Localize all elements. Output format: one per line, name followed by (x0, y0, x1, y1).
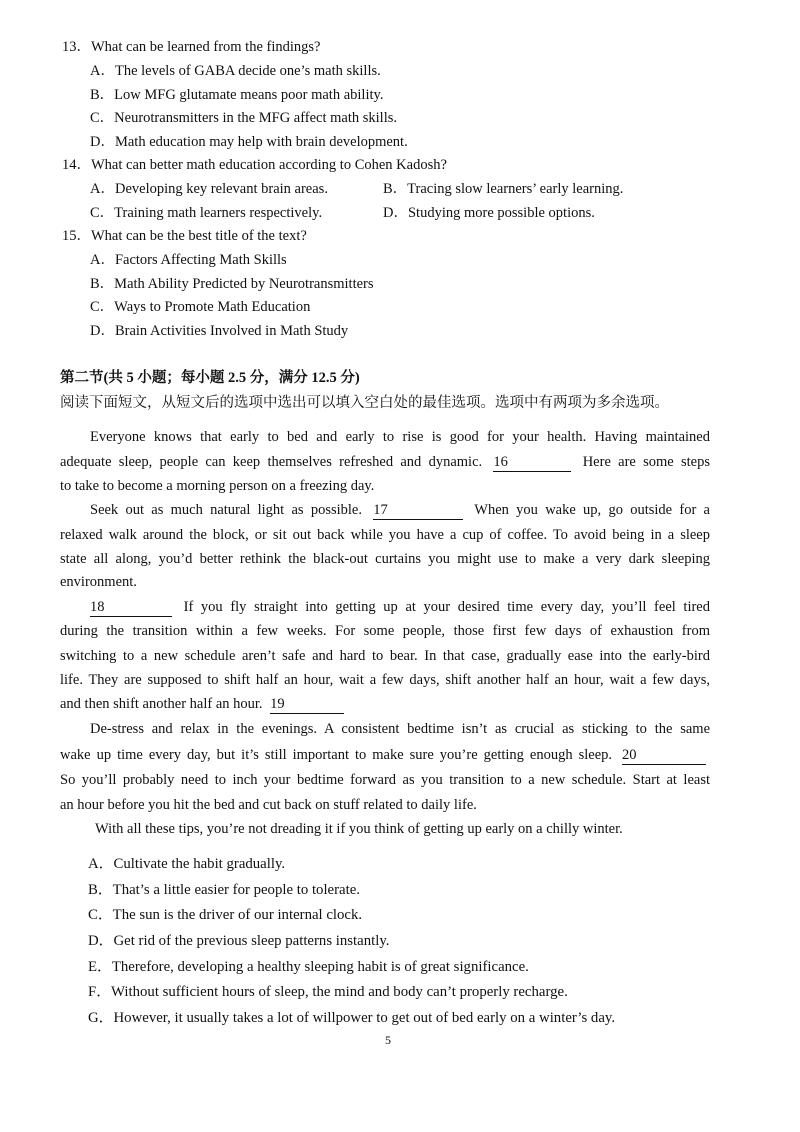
passage-p3-line4: life. They are supposed to shift half an hour, wait a few days, shift another half an hour, wait a few days, (60, 672, 710, 688)
question-15-option-b: B．Math Ability Predicted by Neurotransmitters (90, 276, 374, 292)
passage-p2-line2: relaxed walk around the block, or sit out back while you have a cup of coffee. To avoid being in a sleep (60, 527, 710, 543)
passage-p1-line3: to take to become a morning person on a freezing day. (60, 478, 375, 494)
passage-p2-line4: environment. (60, 574, 137, 590)
section-2-instruction: 阅读下面短文，从短文后的选项中选出可以填入空白处的最佳选项。选项中有两项为多余选项。 (60, 395, 669, 411)
question-14-option-b: B．Tracing slow learners’ early learning. (383, 181, 624, 197)
passage-p4-line4: an hour before you hit the bed and cut back on stuff related to daily life. (60, 797, 477, 813)
passage-p4-line1: De-stress and relax in the evenings. A consistent bedtime isn’t as crucial as sticking to the same (90, 721, 710, 737)
question-13-option-d: D．Math education may help with brain development. (90, 134, 408, 150)
passage-p4-line2 (60, 745, 710, 765)
blank-17: 17 (373, 502, 463, 520)
page-number: 5 (385, 1033, 391, 1047)
blank-19: 19 (270, 696, 344, 714)
section-2-title: 第二节(共 5 小题；每小题 2.5 分，满分 12.5 分) (60, 370, 360, 386)
passage-p4-line2-start: wake up time every day, but it’s still important to make sure you’re getting enough sleep. (60, 747, 612, 763)
passage-p3-line1 (90, 597, 710, 617)
choice-a: A．Cultivate the habit gradually. (88, 856, 286, 872)
question-14-option-c: C．Training math learners respectively. (90, 205, 323, 221)
passage-p5-line1: With all these tips, you’re not dreading it if you think of getting up early on a chilly winter. (95, 821, 623, 837)
question-15-stem: 15．What can be the best title of the text? (62, 228, 307, 244)
question-13-option-a: A．The levels of GABA decide one’s math skills. (90, 63, 381, 79)
question-13-option-b: B．Low MFG glutamate means poor math ability. (90, 87, 384, 103)
blank-20: 20 (622, 747, 706, 765)
passage-p1-line2-start: adequate sleep, people can keep themselves refreshed and dynamic. (60, 454, 483, 470)
passage-p3-line3: switching to a new schedule aren’t safe and hard to bear. In that case, gradually ease into the early-bird (60, 648, 710, 664)
choice-b: B．That’s a little easier for people to tolerate. (88, 882, 361, 898)
passage-p3-line2: during the transition within a few weeks. For some people, those first few days of exhaustion from (60, 623, 710, 639)
question-13-option-c: C．Neurotransmitters in the MFG affect math skills. (90, 110, 398, 126)
choice-f: F．Without sufficient hours of sleep, the mind and body can’t properly recharge. (88, 984, 568, 1000)
passage-p3-line5-start: and then shift another half an hour. (60, 696, 263, 712)
question-14-option-a: A．Developing key relevant brain areas. (90, 181, 328, 197)
passage-p1-line2 (60, 452, 710, 472)
blank-16: 16 (493, 454, 571, 472)
passage-p3-line1-end: If you fly straight into getting up at your desired time every day, you’ll feel tired (183, 599, 710, 615)
choice-g: G．However, it usually takes a lot of willpower to get out of bed early on a winter’s day. (88, 1010, 616, 1026)
passage-p2-line1-start: Seek out as much natural light as possible. (90, 502, 362, 518)
question-15-option-d: D．Brain Activities Involved in Math Study (90, 323, 349, 339)
choice-d: D．Get rid of the previous sleep patterns instantly. (88, 933, 390, 949)
passage-p2-line1 (90, 500, 710, 520)
choice-c: C．The sun is the driver of our internal clock. (88, 907, 363, 923)
passage-p1-line2-end: Here are some steps (582, 454, 711, 470)
question-15-option-c: C．Ways to Promote Math Education (90, 299, 311, 315)
question-14-stem: 14．What can better math education according to Cohen Kadosh? (62, 157, 447, 173)
question-13-stem: 13．What can be learned from the findings? (62, 39, 321, 55)
passage-p4-line3: So you’ll probably need to inch your bedtime forward as you transition to a new schedule. Start at least (60, 772, 710, 788)
question-14-option-d: D．Studying more possible options. (383, 205, 595, 221)
choice-e: E．Therefore, developing a healthy sleeping habit is of great significance. (88, 959, 529, 975)
passage-p2-line1-end: When you wake up, go outside for a (474, 502, 710, 518)
passage-p3-line5 (60, 694, 710, 714)
passage-p1-line1: Everyone knows that early to bed and early to rise is good for your health. Having maintained (90, 429, 710, 445)
passage-p2-line3: state all along, you’d better rethink the black-out curtains you might use to make a very dark sleeping (60, 551, 710, 567)
question-15-option-a: A．Factors Affecting Math Skills (90, 252, 287, 268)
blank-18: 18 (90, 599, 172, 617)
